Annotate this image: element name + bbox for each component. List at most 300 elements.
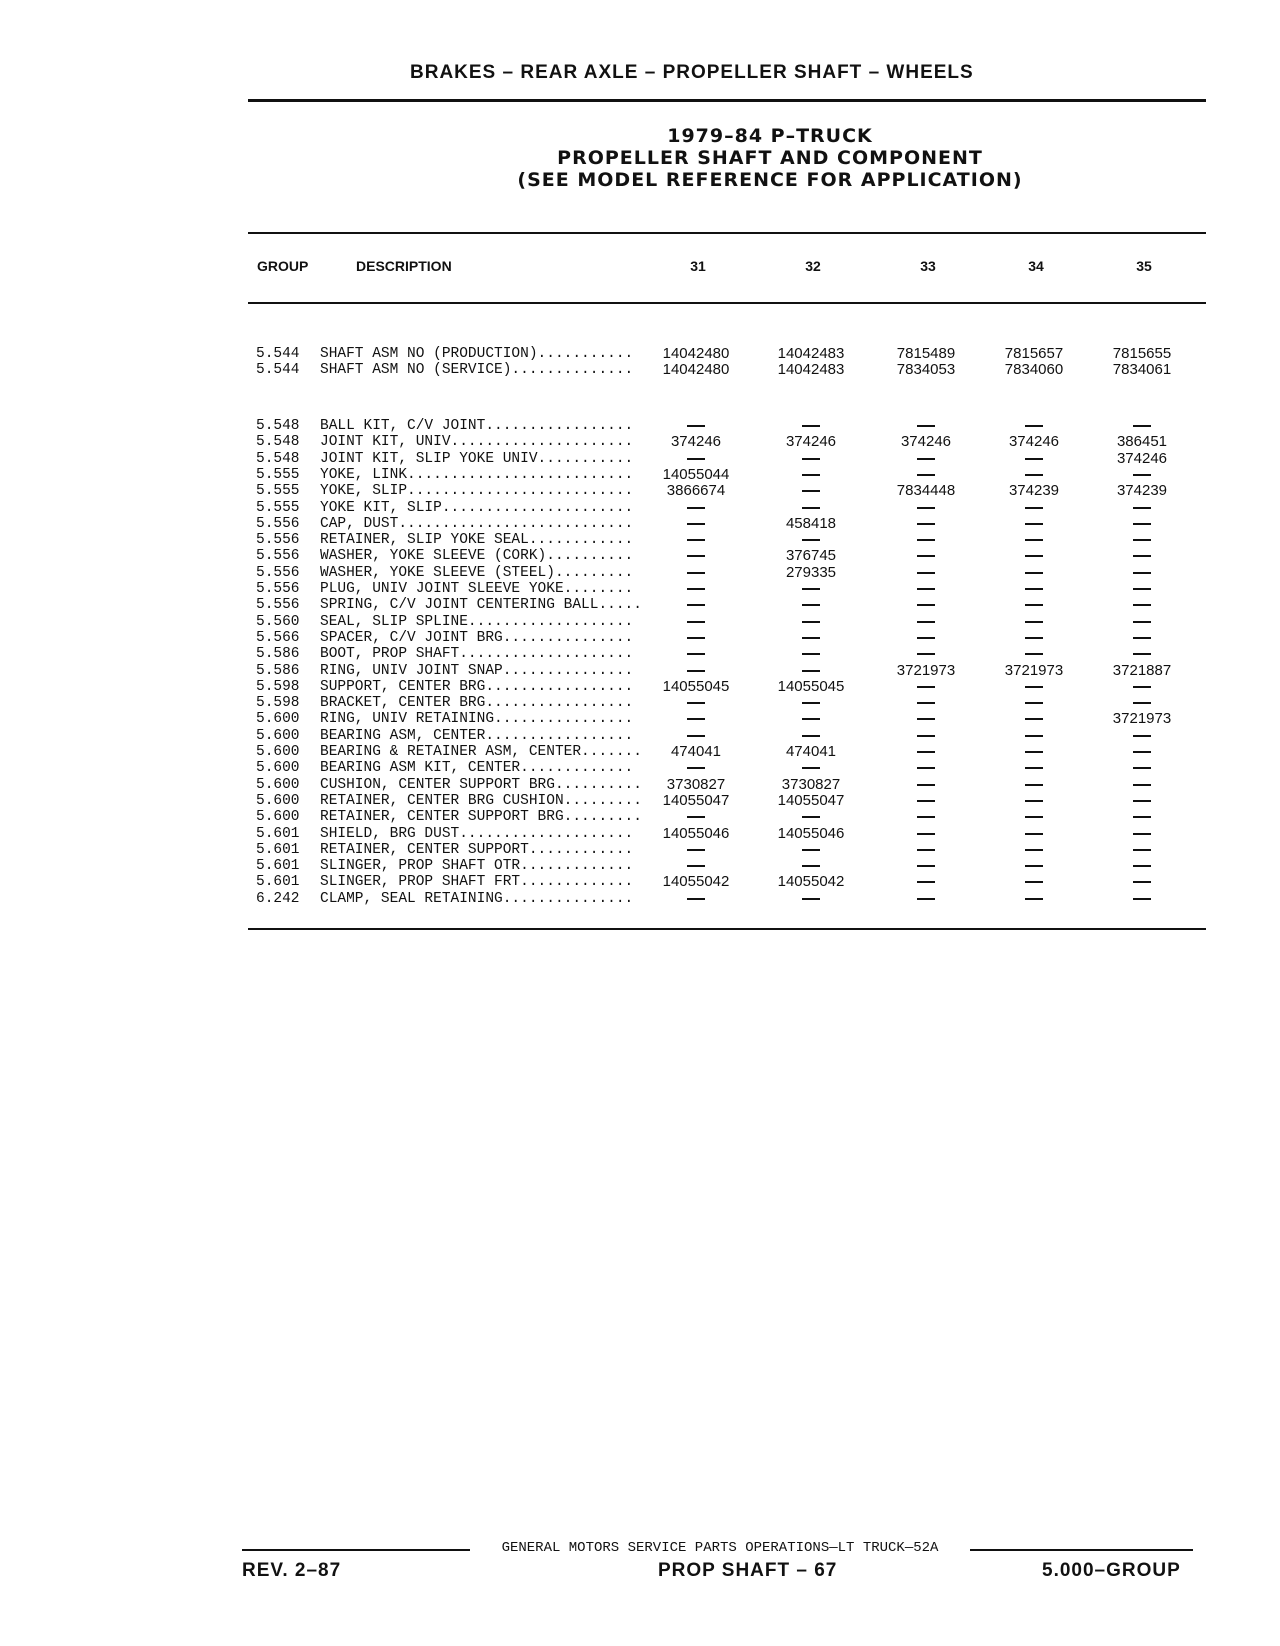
- part-number: 7815489: [896, 345, 956, 362]
- not-applicable-dash: [876, 646, 976, 662]
- not-applicable-dash: [761, 760, 861, 776]
- dash-mark: [802, 718, 820, 720]
- not-applicable-dash: [984, 777, 1084, 793]
- dash-mark: [917, 458, 935, 460]
- dash-mark: [1133, 474, 1151, 476]
- not-applicable-dash: [876, 500, 976, 516]
- not-applicable-dash: [646, 891, 746, 907]
- dash-mark: [917, 784, 935, 786]
- dash-mark: [1133, 621, 1151, 623]
- not-applicable-dash: [1092, 744, 1192, 760]
- dash-mark: [802, 604, 820, 606]
- table-row: [256, 874, 1206, 890]
- not-applicable-dash: [1092, 467, 1192, 483]
- row-description: SLINGER, PROP SHAFT OTR.............: [320, 858, 634, 875]
- part-number: 3721887: [1112, 661, 1172, 679]
- dash-mark: [687, 604, 705, 606]
- part-number: 374246: [900, 433, 952, 451]
- not-applicable-dash: [1092, 874, 1192, 890]
- not-applicable-dash: [646, 646, 746, 662]
- part-number: 7815655: [1112, 345, 1172, 362]
- part-number: 3730827: [781, 775, 841, 793]
- dash-mark: [687, 735, 705, 737]
- row-description: JOINT KIT, SLIP YOKE UNIV...........: [320, 450, 634, 467]
- table-row: [256, 532, 1206, 548]
- not-applicable-dash: [1092, 826, 1192, 842]
- dash-mark: [687, 621, 705, 623]
- dash-mark: [687, 555, 705, 557]
- dash-mark: [1025, 881, 1043, 883]
- row-description: RING, UNIV RETAINING................: [320, 711, 634, 728]
- title-line-1: 1979–84 P–TRUCK: [667, 125, 873, 147]
- row-group: 5.600: [256, 776, 300, 793]
- not-applicable-dash: [984, 565, 1084, 581]
- dash-mark: [917, 555, 935, 557]
- dash-mark: [917, 588, 935, 590]
- row-group: 5.544: [256, 362, 300, 379]
- not-applicable-dash: [876, 581, 976, 597]
- column-header-32: 32: [805, 258, 821, 274]
- not-applicable-dash: [761, 451, 861, 467]
- part-number: 474041: [785, 743, 837, 760]
- dash-mark: [687, 653, 705, 655]
- not-applicable-dash: [876, 597, 976, 613]
- dash-mark: [802, 539, 820, 541]
- not-applicable-dash: [646, 711, 746, 727]
- part-number: 3721973: [896, 661, 956, 679]
- not-applicable-dash: [646, 581, 746, 597]
- table-row: [256, 646, 1206, 662]
- dash-mark: [1133, 523, 1151, 525]
- not-applicable-dash: [646, 614, 746, 630]
- part-number: 14042483: [777, 361, 845, 379]
- row-group: 5.556: [256, 597, 300, 614]
- table-row: [256, 614, 1206, 630]
- table-row: [256, 630, 1206, 646]
- not-applicable-dash: [876, 451, 976, 467]
- group-header: GROUP: [257, 258, 309, 274]
- not-applicable-dash: [984, 711, 1084, 727]
- dash-mark: [1025, 474, 1043, 476]
- not-applicable-dash: [876, 891, 976, 907]
- not-applicable-dash: [646, 760, 746, 776]
- table-row: [256, 500, 1206, 516]
- dash-mark: [1025, 507, 1043, 509]
- dash-mark: [1025, 833, 1043, 835]
- not-applicable-dash: [984, 793, 1084, 809]
- column-header-31: 31: [690, 258, 706, 274]
- dash-mark: [1133, 507, 1151, 509]
- dash-mark: [917, 604, 935, 606]
- not-applicable-dash: [646, 630, 746, 646]
- not-applicable-dash: [876, 793, 976, 809]
- row-group: 5.566: [256, 629, 300, 646]
- row-group: 5.555: [256, 466, 300, 483]
- not-applicable-dash: [876, 809, 976, 825]
- dash-mark: [917, 507, 935, 509]
- dash-mark: [687, 898, 705, 900]
- row-description: RETAINER, SLIP YOKE SEAL............: [320, 532, 634, 549]
- dash-mark: [917, 702, 935, 704]
- not-applicable-dash: [1092, 760, 1192, 776]
- dash-mark: [687, 865, 705, 867]
- dash-mark: [802, 653, 820, 655]
- section-title: BRAKES – REAR AXLE – PROPELLER SHAFT – WHEELS: [410, 62, 974, 83]
- not-applicable-dash: [761, 809, 861, 825]
- not-applicable-dash: [646, 565, 746, 581]
- dash-mark: [1025, 539, 1043, 541]
- dash-mark: [1025, 458, 1043, 460]
- row-description: CAP, DUST...........................: [320, 515, 634, 532]
- dash-mark: [802, 767, 820, 769]
- dash-mark: [687, 572, 705, 574]
- dash-mark: [1133, 637, 1151, 639]
- dash-mark: [917, 800, 935, 802]
- not-applicable-dash: [1092, 548, 1192, 564]
- part-number: 7834053: [896, 361, 956, 379]
- part-number: 374246: [1008, 433, 1060, 451]
- row-description: YOKE, SLIP..........................: [320, 483, 634, 500]
- not-applicable-dash: [876, 711, 976, 727]
- dash-mark: [802, 898, 820, 900]
- not-applicable-dash: [761, 646, 861, 662]
- part-number: 14055042: [662, 873, 730, 891]
- dash-mark: [1025, 898, 1043, 900]
- table-row: [256, 346, 1206, 362]
- dash-mark: [1025, 686, 1043, 688]
- part-number: 7834060: [1004, 361, 1064, 379]
- row-description: BOOT, PROP SHAFT....................: [320, 646, 634, 663]
- not-applicable-dash: [876, 467, 976, 483]
- not-applicable-dash: [646, 451, 746, 467]
- not-applicable-dash: [876, 532, 976, 548]
- row-group: 5.586: [256, 646, 300, 663]
- table-bottom-rule: [248, 928, 1206, 930]
- not-applicable-dash: [984, 891, 1084, 907]
- not-applicable-dash: [1092, 809, 1192, 825]
- dash-mark: [1133, 588, 1151, 590]
- dash-mark: [1133, 784, 1151, 786]
- row-description: BEARING ASM, CENTER.................: [320, 727, 634, 744]
- part-number: 14055044: [662, 465, 730, 483]
- row-description: YOKE, LINK..........................: [320, 466, 634, 483]
- not-applicable-dash: [646, 516, 746, 532]
- part-number: 386451: [1116, 433, 1168, 451]
- dash-mark: [1025, 849, 1043, 851]
- not-applicable-dash: [1092, 581, 1192, 597]
- table-row: [256, 516, 1206, 532]
- not-applicable-dash: [1092, 695, 1192, 711]
- dash-mark: [1025, 816, 1043, 818]
- row-group: 5.600: [256, 809, 300, 826]
- not-applicable-dash: [984, 467, 1084, 483]
- row-group: 5.548: [256, 418, 300, 434]
- dash-mark: [1133, 555, 1151, 557]
- part-number: 3866674: [666, 482, 726, 500]
- part-number: 7815657: [1004, 345, 1064, 362]
- publisher-line: GENERAL MOTORS SERVICE PARTS OPERATIONS—LT TRUCK—52A: [470, 1540, 970, 1556]
- dash-mark: [917, 653, 935, 655]
- row-group: 5.555: [256, 499, 300, 516]
- title-line-3: (SEE MODEL REFERENCE FOR APPLICATION): [517, 169, 1023, 191]
- not-applicable-dash: [1092, 500, 1192, 516]
- row-group: 5.555: [256, 483, 300, 500]
- row-description: WASHER, YOKE SLEEVE (CORK)..........: [320, 548, 634, 565]
- part-number: 279335: [785, 563, 837, 581]
- dash-mark: [1133, 425, 1151, 427]
- not-applicable-dash: [761, 418, 861, 434]
- not-applicable-dash: [1092, 679, 1192, 695]
- row-group: 5.548: [256, 450, 300, 467]
- part-number: 3721973: [1004, 661, 1064, 679]
- not-applicable-dash: [1092, 646, 1192, 662]
- not-applicable-dash: [984, 548, 1084, 564]
- part-number: 374246: [670, 433, 722, 451]
- dash-mark: [687, 637, 705, 639]
- dash-mark: [802, 458, 820, 460]
- dash-mark: [802, 670, 820, 672]
- not-applicable-dash: [1092, 614, 1192, 630]
- not-applicable-dash: [761, 663, 861, 679]
- part-number: 14055046: [662, 824, 730, 842]
- dash-mark: [687, 670, 705, 672]
- table-row: [256, 711, 1206, 727]
- not-applicable-dash: [761, 597, 861, 613]
- dash-mark: [917, 767, 935, 769]
- dash-mark: [917, 751, 935, 753]
- row-description: SHIELD, BRG DUST....................: [320, 825, 634, 842]
- row-group: 5.556: [256, 548, 300, 565]
- title-line-2: PROPELLER SHAFT AND COMPONENT: [557, 147, 983, 169]
- not-applicable-dash: [876, 842, 976, 858]
- not-applicable-dash: [876, 516, 976, 532]
- dash-mark: [802, 621, 820, 623]
- row-group: 5.600: [256, 711, 300, 728]
- part-number: 14055047: [662, 791, 730, 809]
- not-applicable-dash: [761, 891, 861, 907]
- dash-mark: [1025, 767, 1043, 769]
- dash-mark: [1025, 604, 1043, 606]
- dash-mark: [802, 865, 820, 867]
- row-description: BALL KIT, C/V JOINT.................: [320, 418, 634, 434]
- not-applicable-dash: [1092, 728, 1192, 744]
- part-number: 3730827: [666, 775, 726, 793]
- dash-mark: [917, 539, 935, 541]
- row-description: SPACER, C/V JOINT BRG...............: [320, 629, 634, 646]
- not-applicable-dash: [984, 760, 1084, 776]
- not-applicable-dash: [984, 516, 1084, 532]
- not-applicable-dash: [646, 532, 746, 548]
- dash-mark: [917, 881, 935, 883]
- dash-mark: [1025, 718, 1043, 720]
- row-description: PLUG, UNIV JOINT SLEEVE YOKE........: [320, 581, 634, 597]
- table-row: [256, 483, 1206, 499]
- not-applicable-dash: [761, 500, 861, 516]
- table-row: [256, 663, 1206, 679]
- part-number: 14055042: [777, 873, 845, 891]
- dash-mark: [687, 539, 705, 541]
- not-applicable-dash: [1092, 777, 1192, 793]
- table-row: [256, 548, 1206, 564]
- row-group: 5.586: [256, 662, 300, 679]
- row-description: SHAFT ASM NO (PRODUCTION)...........: [320, 346, 634, 362]
- not-applicable-dash: [984, 646, 1084, 662]
- not-applicable-dash: [761, 483, 861, 499]
- table-row: [256, 744, 1206, 760]
- not-applicable-dash: [646, 842, 746, 858]
- row-description: SHAFT ASM NO (SERVICE)..............: [320, 362, 634, 379]
- dash-mark: [1133, 702, 1151, 704]
- description-header: DESCRIPTION: [356, 258, 452, 274]
- dash-mark: [687, 507, 705, 509]
- dash-mark: [1133, 751, 1151, 753]
- not-applicable-dash: [646, 597, 746, 613]
- table-row: [256, 809, 1206, 825]
- dash-mark: [1025, 637, 1043, 639]
- part-number: 7834061: [1112, 361, 1172, 379]
- not-applicable-dash: [876, 679, 976, 695]
- part-number: 7834448: [896, 482, 956, 500]
- dash-mark: [687, 849, 705, 851]
- row-description: RETAINER, CENTER SUPPORT BRG.........: [320, 809, 642, 826]
- part-number: 14055046: [777, 824, 845, 842]
- row-description: CUSHION, CENTER SUPPORT BRG..........: [320, 776, 642, 793]
- row-group: 5.548: [256, 434, 300, 451]
- dash-mark: [1133, 653, 1151, 655]
- table-row: [256, 565, 1206, 581]
- part-number: 374246: [785, 433, 837, 451]
- dash-mark: [1025, 523, 1043, 525]
- dash-mark: [1025, 702, 1043, 704]
- dash-mark: [687, 458, 705, 460]
- dash-mark: [917, 898, 935, 900]
- row-description: CLAMP, SEAL RETAINING...............: [320, 890, 634, 907]
- column-header-34: 34: [1028, 258, 1044, 274]
- not-applicable-dash: [1092, 630, 1192, 646]
- row-description: RING, UNIV JOINT SNAP...............: [320, 662, 634, 679]
- dash-mark: [687, 816, 705, 818]
- dash-mark: [687, 425, 705, 427]
- not-applicable-dash: [984, 630, 1084, 646]
- row-group: 5.556: [256, 532, 300, 549]
- dash-mark: [802, 735, 820, 737]
- dash-mark: [1025, 751, 1043, 753]
- table-row: [256, 842, 1206, 858]
- not-applicable-dash: [984, 597, 1084, 613]
- dash-mark: [802, 849, 820, 851]
- table-row: [256, 362, 1206, 378]
- table-row: [256, 826, 1206, 842]
- row-group: 5.560: [256, 613, 300, 630]
- dash-mark: [1025, 572, 1043, 574]
- not-applicable-dash: [761, 711, 861, 727]
- not-applicable-dash: [876, 565, 976, 581]
- row-description: SEAL, SLIP SPLINE...................: [320, 613, 634, 630]
- dash-mark: [687, 767, 705, 769]
- dash-mark: [802, 425, 820, 427]
- not-applicable-dash: [876, 728, 976, 744]
- dash-mark: [802, 637, 820, 639]
- not-applicable-dash: [646, 728, 746, 744]
- not-applicable-dash: [1092, 532, 1192, 548]
- not-applicable-dash: [984, 695, 1084, 711]
- dash-mark: [917, 849, 935, 851]
- dash-mark: [1025, 735, 1043, 737]
- row-group: 5.556: [256, 564, 300, 581]
- row-description: BRACKET, CENTER BRG.................: [320, 695, 634, 712]
- row-description: SUPPORT, CENTER BRG.................: [320, 678, 634, 695]
- not-applicable-dash: [1092, 418, 1192, 434]
- dash-mark: [687, 718, 705, 720]
- not-applicable-dash: [876, 695, 976, 711]
- row-description: WASHER, YOKE SLEEVE (STEEL).........: [320, 564, 634, 581]
- dash-mark: [1133, 898, 1151, 900]
- row-group: 5.598: [256, 678, 300, 695]
- part-number: 374246: [1116, 449, 1168, 467]
- not-applicable-dash: [984, 744, 1084, 760]
- not-applicable-dash: [876, 614, 976, 630]
- row-group: 5.600: [256, 744, 300, 760]
- not-applicable-dash: [761, 728, 861, 744]
- not-applicable-dash: [761, 695, 861, 711]
- page-title-block: [440, 125, 1100, 191]
- row-description: BEARING & RETAINER ASM, CENTER.......: [320, 744, 642, 760]
- table-row: [256, 793, 1206, 809]
- dash-mark: [1133, 539, 1151, 541]
- row-group: 5.601: [256, 874, 300, 891]
- not-applicable-dash: [984, 581, 1084, 597]
- row-description: RETAINER, CENTER BRG CUSHION.........: [320, 792, 642, 809]
- part-number: 14042480: [662, 361, 730, 379]
- part-number: 374239: [1116, 482, 1168, 500]
- not-applicable-dash: [646, 418, 746, 434]
- table-row: [256, 581, 1206, 597]
- row-group: 6.242: [256, 890, 300, 907]
- not-applicable-dash: [761, 467, 861, 483]
- not-applicable-dash: [876, 630, 976, 646]
- not-applicable-dash: [984, 842, 1084, 858]
- not-applicable-dash: [984, 418, 1084, 434]
- footer-rule-left: [242, 1549, 472, 1551]
- dash-mark: [1133, 865, 1151, 867]
- dash-mark: [1133, 849, 1151, 851]
- table-row: [256, 777, 1206, 793]
- header-rule: [248, 99, 1206, 102]
- dash-mark: [1133, 767, 1151, 769]
- dash-mark: [1133, 816, 1151, 818]
- dash-mark: [1025, 784, 1043, 786]
- dash-mark: [1025, 555, 1043, 557]
- not-applicable-dash: [646, 809, 746, 825]
- row-description: BEARING ASM KIT, CENTER.............: [320, 760, 634, 777]
- part-number: 14042480: [662, 345, 730, 362]
- header-bottom-rule: [248, 302, 1206, 304]
- dash-mark: [1025, 865, 1043, 867]
- part-number: 376745: [785, 547, 837, 565]
- not-applicable-dash: [984, 809, 1084, 825]
- table-row: [256, 695, 1206, 711]
- not-applicable-dash: [1092, 858, 1192, 874]
- dash-mark: [1133, 604, 1151, 606]
- not-applicable-dash: [761, 630, 861, 646]
- not-applicable-dash: [1092, 597, 1192, 613]
- not-applicable-dash: [984, 728, 1084, 744]
- not-applicable-dash: [1092, 842, 1192, 858]
- dash-mark: [1025, 588, 1043, 590]
- not-applicable-dash: [1092, 565, 1192, 581]
- table-row: [256, 760, 1206, 776]
- page-label: PROP SHAFT – 67: [658, 1560, 838, 1581]
